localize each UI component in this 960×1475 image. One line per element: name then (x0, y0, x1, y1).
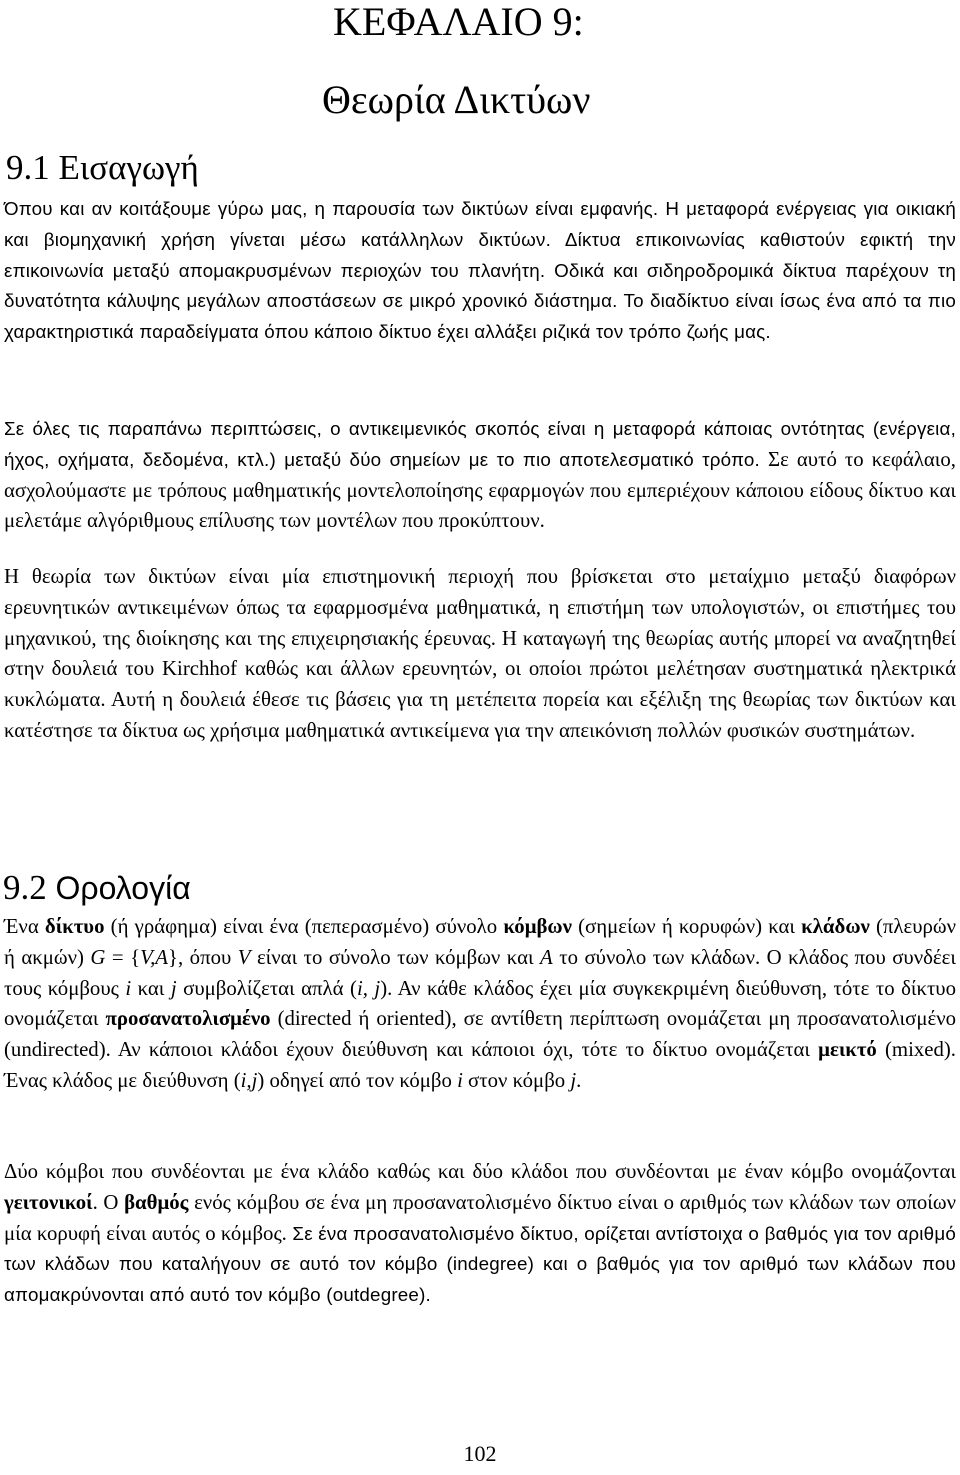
text-run: το σύνολο των κλάδων. Ο κλάδος που συνδέει τους κόμβους (4, 945, 956, 1000)
section-number: 9.1 (6, 148, 50, 187)
text-run: συμβολίζεται απλά ( (176, 976, 357, 1000)
chapter-title: Θεωρία Δικτύων (322, 77, 591, 122)
paragraph-text: Όπου και αν κοιτάξουμε γύρω μας, η παρουσία των δικτύων είναι εμφανής. Η μεταφορά ενέργειας για οικιακή και βιομηχανική χρήση γίνεται μέσω κατάλληλων δικτύων. Δίκτυα επικοινωνίας καθιστούν εφικτή την επικοινωνία μεταξύ απομακρυσμένων περιοχών του πλανήτη. Οδικά και σιδηροδρομικά δίκτυα παρέχουν τη δυνατότητα κάλυψης μεγάλων αποστάσεων σε μικρό χρονικό διάστημα. Το διαδίκτυο είναι ίσως ένα από τα πιο χαρακτηριστικά παραδείγματα όπου κάποιο δίκτυο έχει αλλάξει ριζικά τον τρόπο ζωής μας. (4, 198, 956, 343)
math-V: V (237, 945, 251, 969)
paragraph-terminology-1 (4, 912, 956, 1097)
paragraph-text: Η θεωρία των δικτύων είναι μία επιστημονική περιοχή που βρίσκεται στο μεταίχμιο μεταξύ διαφόρων ερευνητικών αντικειμένων όπως τα εφαρμοσμένα μαθηματικά, η επιστήμη των υπολογιστών, οι επιστήμες του μηχανικού, της διοίκησης και της επιχειρησιακής έρευνας. Η καταγωγή της θεωρίας αυτής μπορεί να αναζητηθεί στην δουλειά του Kirchhof καθώς και άλλων ερευνητών, οι οποίοι πρώτοι μελέτησαν συστηματικά ηλεκτρικά κυκλώματα. Αυτή η δουλειά έθεσε τις βάσεις για τη μετέπειτα πορεία και εξέλιξη της θεωρίας των δικτύων και κατέστησε τα δίκτυα ως χρήσιμα μαθηματικά αντικείμενα για την απεικόνιση πολλών φυσικών συστημάτων. (4, 565, 956, 742)
paragraph-terminology-2 (4, 1157, 956, 1311)
term-neighbors: γειτονικοί (4, 1190, 93, 1214)
text-run: (ή γράφημα) είναι ένα (πεπερασμένο) σύνολο (104, 915, 504, 938)
math-i: i (125, 976, 132, 1000)
text-run: ). Αν κάθε κλάδος έχει μία συγκεκριμένη διεύθυνση, τότε το δίκτυο ονομάζεται (4, 976, 956, 1031)
text-run: . Ο (92, 1190, 125, 1214)
text-run: Ένα (4, 915, 45, 938)
section-number: 9.2 (3, 868, 47, 907)
term-mixed: μεικτό (818, 1038, 877, 1062)
math-VA: V,A (140, 945, 169, 969)
page-number: 102 (463, 1441, 497, 1466)
paragraph-intro-1 (4, 194, 956, 348)
section-title: Εισαγωγή (58, 148, 199, 187)
text-run: στον κόμβο (462, 1068, 571, 1092)
chapter-label: ΚΕΦΑΛΑΙΟ 9: (333, 0, 584, 44)
text-run: και (131, 976, 171, 1000)
text-run: (directed ή oriented), σε αντίθετη περίπτωση ονομάζεται μη προσανατολισμένο (undirected). Αν κάποιοι κλάδοι έχουν διεύθυνση και κάποιοι όχι, τότε το δίκτυο ονομάζεται (4, 1007, 956, 1062)
math-j: j (170, 976, 177, 1000)
section-heading-introduction (6, 148, 199, 188)
text-run: ενός κόμβου σε ένα μη προσανατολισμένο δίκτυο είναι ο αριθμός των κλάδων των οποίων μία κορυφή είναι αυτός ο κόμβος. (4, 1190, 956, 1245)
term-degree: βαθμός (124, 1190, 189, 1214)
text-run: . (576, 1068, 582, 1092)
text-run: = { (105, 945, 141, 969)
text-run-sans: Σε ένα προσανατολισμένο δίκτυο, ορίζεται αντίστοιχα ο βαθμός για τον αριθμό των κλάδων που καταλήγουν σε αυτό τον κόμβο (indegree) και ο βαθμός για τον αριθμό των κλάδων που απομακρύνονται από αυτό τον κόμβο (outdegree). (4, 1222, 956, 1306)
math-G: G (90, 945, 106, 969)
text-run: }, όπου (168, 945, 238, 969)
section-heading-terminology (3, 868, 191, 908)
text-run: είναι το σύνολο των κόμβων και (250, 945, 541, 969)
math-i-from: i (457, 1068, 463, 1092)
term-edges: κλάδων (801, 915, 870, 938)
math-A: A (540, 945, 553, 969)
section-title: Ορολογία (55, 870, 191, 906)
math-j-to: j (570, 1068, 577, 1092)
text-run: (σημείων ή κορυφών) και (571, 915, 802, 938)
math-ij-directed: i,j (240, 1068, 258, 1092)
paragraph-text-serif: Σε αυτό το κεφάλαιο, ασχολούμαστε με τρόπους μαθηματικής μοντελοποίησης εφαρμογών που εμπεριέχουν κάποιου είδους δίκτυο και μελετάμε αλγόριθμους επίλυσης των μοντέλων που προκύπτουν. (4, 447, 956, 533)
math-ij: i, j (356, 976, 381, 1000)
text-run: (πλευρών ή ακμών) (4, 915, 957, 969)
text-run: Δύο κόμβοι που συνδέονται με ένα κλάδο καθώς και δύο κλάδοι που συνδέονται με έναν κόμβο ονομάζονται (4, 1160, 956, 1183)
paragraph-intro-2 (4, 414, 956, 537)
text-run: ) οδηγεί από τον κόμβο (257, 1068, 458, 1092)
term-network: δίκτυο (44, 915, 105, 938)
text-run: (mixed). Ένας κλάδος με διεύθυνση ( (4, 1038, 957, 1092)
term-nodes: κόμβων (503, 915, 572, 938)
paragraph-intro-3 (4, 562, 956, 747)
term-directed: προσανατολισμένο (105, 1007, 271, 1031)
paragraph-text-sans: Σε όλες τις παραπάνω περιπτώσεις, ο αντικειμενικός σκοπός είναι η μεταφορά κάποιας οντότητας (ενέργεια, ήχος, οχήματα, δεδομένα, κτλ.) μεταξύ δύο σημείων με το πιο αποτελεσματικό τρόπο. (4, 418, 956, 470)
